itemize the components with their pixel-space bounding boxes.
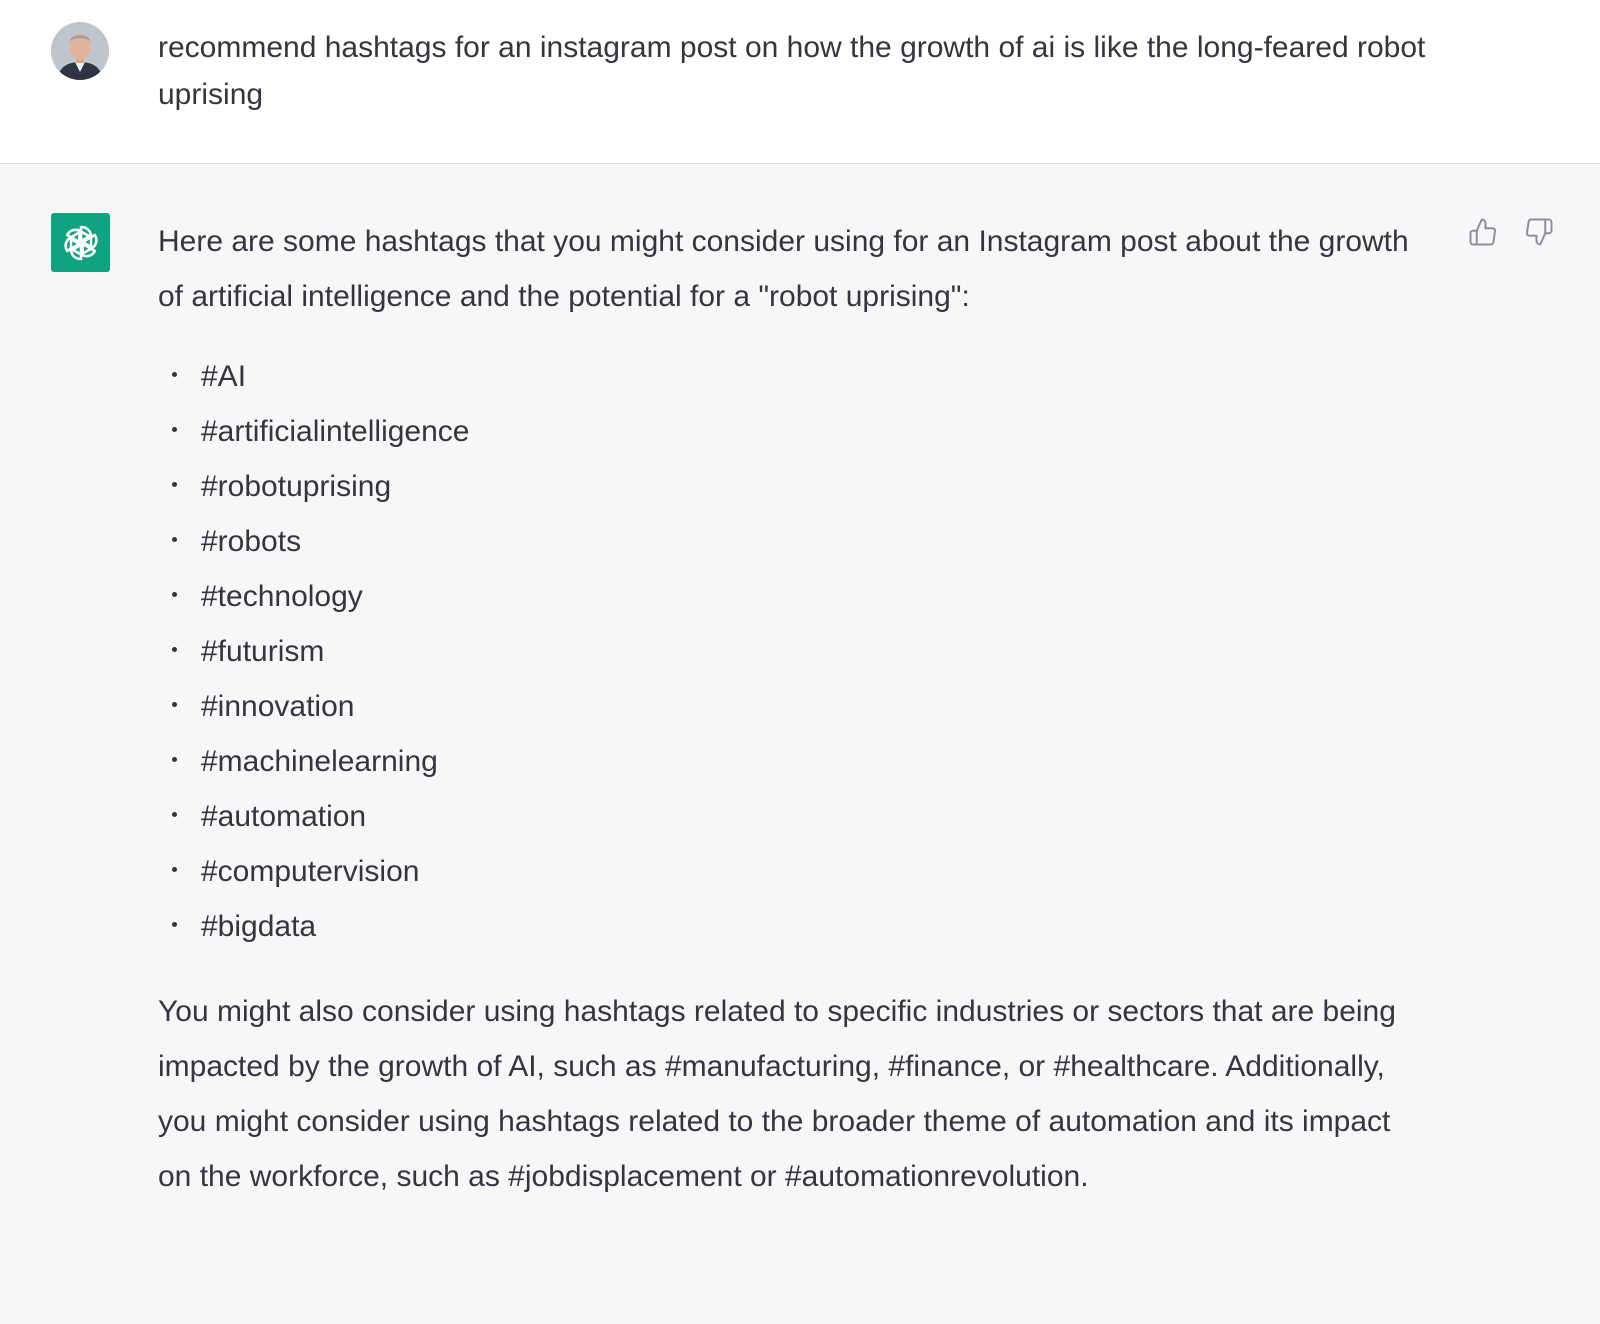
hashtag-text: #robotuprising (201, 470, 392, 503)
assistant-outro-text: You might also consider using hashtags related to specific industries or sectors that are being impacted by the growth of AI, such as #manufacturing, #finance, or #healthcare. Additionally, you might consider using hashtags related to the broader theme of automation and its impact on the workforce, such as #jobdisplacement or #automationrevolution. (158, 995, 1396, 1193)
hashtag-list (158, 349, 1428, 954)
assistant-message-content (158, 214, 1428, 1204)
bullet-icon (172, 812, 177, 817)
list-item (158, 844, 1428, 899)
user-avatar-photo (51, 22, 109, 80)
bullet-icon (172, 702, 177, 707)
user-message-text: recommend hashtags for an instagram post on how the growth of ai is like the long-feared robot uprising (158, 31, 1426, 111)
list-item (158, 569, 1428, 624)
thumbs-up-icon (1468, 217, 1498, 247)
user-message-row (0, 0, 1600, 164)
hashtag-text: #bigdata (201, 910, 317, 943)
hashtag-text: #computervision (201, 855, 420, 888)
thumbs-up-button[interactable] (1465, 214, 1501, 250)
openai-logo-icon (60, 222, 102, 264)
list-item (158, 514, 1428, 569)
list-item (158, 404, 1428, 459)
list-item (158, 899, 1428, 954)
list-item (158, 624, 1428, 679)
bullet-icon (172, 592, 177, 597)
assistant-message-row (0, 164, 1600, 1324)
list-item (158, 679, 1428, 734)
thumbs-down-icon (1524, 217, 1554, 247)
hashtag-text: #machinelearning (201, 745, 438, 778)
bullet-icon (172, 647, 177, 652)
hashtag-text: #innovation (201, 690, 355, 723)
hashtag-text: #futurism (201, 635, 325, 668)
bullet-icon (172, 867, 177, 872)
assistant-intro-text: Here are some hashtags that you might consider using for an Instagram post about the growth of artificial intelligence and the potential for a "robot uprising": (158, 225, 1409, 313)
list-item (158, 734, 1428, 789)
bullet-icon (172, 427, 177, 432)
user-avatar (51, 22, 109, 80)
thumbs-down-button[interactable] (1521, 214, 1557, 250)
bullet-icon (172, 537, 177, 542)
list-item (158, 349, 1428, 404)
bullet-icon (172, 922, 177, 927)
bullet-icon (172, 757, 177, 762)
bullet-icon (172, 372, 177, 377)
hashtag-text: #AI (201, 360, 247, 393)
hashtag-text: #robots (201, 525, 302, 558)
hashtag-text: #artificialintelligence (201, 415, 470, 448)
list-item (158, 459, 1428, 514)
list-item (158, 789, 1428, 844)
assistant-avatar (51, 213, 110, 272)
hashtag-text: #technology (201, 580, 363, 613)
hashtag-text: #automation (201, 800, 367, 833)
bullet-icon (172, 482, 177, 487)
